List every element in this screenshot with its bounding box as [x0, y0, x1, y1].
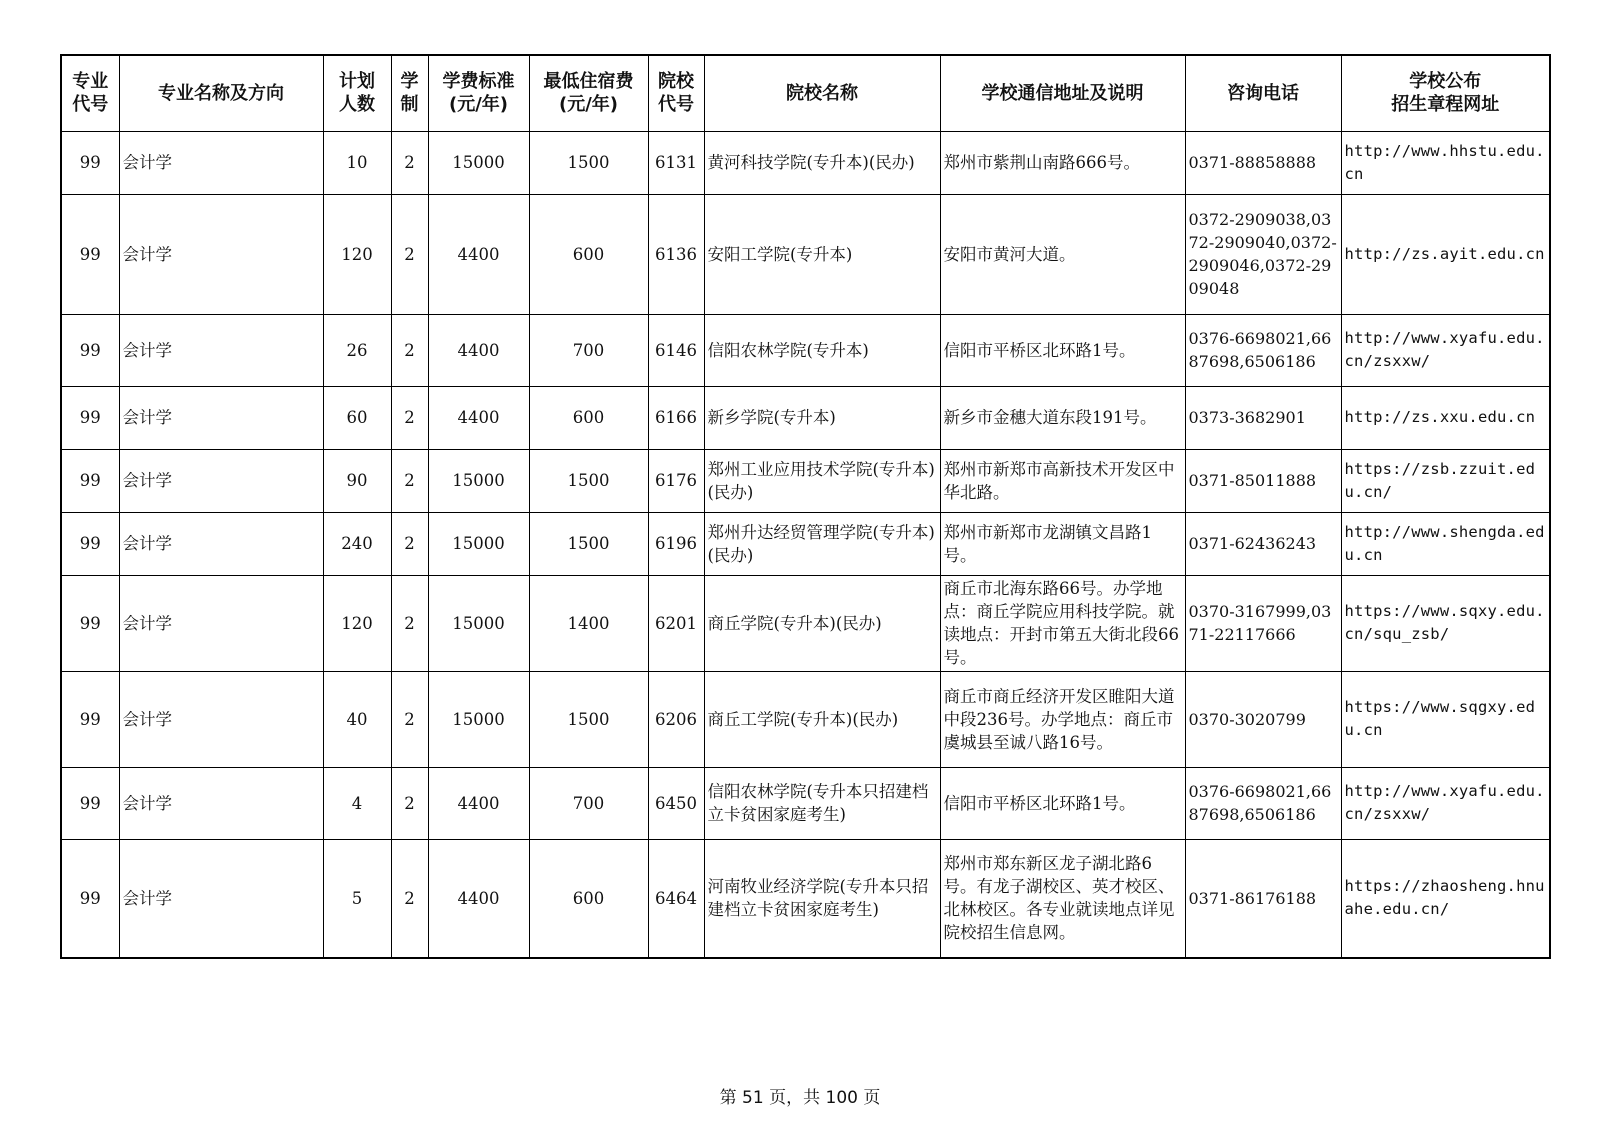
footer-prefix: 第: [719, 1088, 737, 1108]
header-school-name: 院校名称: [704, 55, 940, 131]
years-cell: 2: [391, 671, 428, 767]
address-cell: 郑州市新郑市龙湖镇文昌路1号。: [940, 512, 1185, 575]
lodging-fee-cell: 600: [529, 386, 648, 449]
tuition-cell: 15000: [428, 575, 529, 671]
years-cell: 2: [391, 449, 428, 512]
header-website: 学校公布 招生章程网址: [1341, 55, 1550, 131]
total-page-count: 100: [825, 1088, 858, 1108]
school-code-cell: 6176: [648, 449, 704, 512]
school-code-cell: 6450: [648, 767, 704, 839]
website-cell: http://www.xyafu.edu.cn/zsxxw/: [1341, 314, 1550, 386]
major-name-cell: 会计学: [119, 131, 323, 194]
lodging-fee-cell: 1500: [529, 449, 648, 512]
phone-cell: 0371-85011888: [1185, 449, 1341, 512]
address-cell: 新乡市金穗大道东段191号。: [940, 386, 1185, 449]
tuition-cell: 15000: [428, 449, 529, 512]
tuition-cell: 4400: [428, 314, 529, 386]
tuition-cell: 4400: [428, 386, 529, 449]
current-page-number: 51: [742, 1088, 764, 1108]
plan-count-cell: 240: [323, 512, 391, 575]
major-name-cell: 会计学: [119, 512, 323, 575]
major-code-cell: 99: [61, 512, 119, 575]
major-name-cell: 会计学: [119, 767, 323, 839]
header-row: [61, 55, 1550, 131]
footer-suffix: 页: [863, 1088, 881, 1108]
website-cell: https://www.sqgxy.edu.cn: [1341, 671, 1550, 767]
header-lodging-fee: 最低住宿费 (元/年): [529, 55, 648, 131]
tuition-cell: 4400: [428, 839, 529, 958]
plan-count-cell: 4: [323, 767, 391, 839]
school-code-cell: 6131: [648, 131, 704, 194]
phone-cell: 0372-2909038,0372-2909040,0372-2909046,0372-2909048: [1185, 194, 1341, 314]
table-row: [61, 386, 1550, 449]
header-address: 学校通信地址及说明: [940, 55, 1185, 131]
school-name-cell: 信阳农林学院(专升本): [704, 314, 940, 386]
school-name-cell: 黄河科技学院(专升本)(民办): [704, 131, 940, 194]
school-name-cell: 郑州工业应用技术学院(专升本)(民办): [704, 449, 940, 512]
table-row: [61, 194, 1550, 314]
table-row: [61, 512, 1550, 575]
school-name-cell: 新乡学院(专升本): [704, 386, 940, 449]
years-cell: 2: [391, 194, 428, 314]
plan-count-cell: 5: [323, 839, 391, 958]
major-name-cell: 会计学: [119, 194, 323, 314]
phone-cell: 0371-62436243: [1185, 512, 1341, 575]
website-cell: http://www.xyafu.edu.cn/zsxxw/: [1341, 767, 1550, 839]
plan-count-cell: 40: [323, 671, 391, 767]
plan-count-cell: 90: [323, 449, 391, 512]
school-code-cell: 6201: [648, 575, 704, 671]
major-name-cell: 会计学: [119, 314, 323, 386]
school-name-cell: 郑州升达经贸管理学院(专升本)(民办): [704, 512, 940, 575]
major-code-cell: 99: [61, 131, 119, 194]
school-name-cell: 商丘学院(专升本)(民办): [704, 575, 940, 671]
major-code-cell: 99: [61, 386, 119, 449]
table-row: [61, 671, 1550, 767]
phone-cell: 0370-3167999,0371-22117666: [1185, 575, 1341, 671]
website-cell: https://zhaosheng.hnuahe.edu.cn/: [1341, 839, 1550, 958]
header-phone: 咨询电话: [1185, 55, 1341, 131]
website-cell: http://zs.xxu.edu.cn: [1341, 386, 1550, 449]
lodging-fee-cell: 1500: [529, 131, 648, 194]
school-name-cell: 信阳农林学院(专升本只招建档立卡贫困家庭考生): [704, 767, 940, 839]
years-cell: 2: [391, 839, 428, 958]
school-code-cell: 6196: [648, 512, 704, 575]
enrollment-table: [60, 54, 1551, 959]
address-cell: 郑州市郑东新区龙子湖北路6号。有龙子湖校区、英才校区、北林校区。各专业就读地点详见院校招生信息网。: [940, 839, 1185, 958]
header-school-code: 院校 代号: [648, 55, 704, 131]
website-cell: http://www.hhstu.edu.cn: [1341, 131, 1550, 194]
years-cell: 2: [391, 131, 428, 194]
major-code-cell: 99: [61, 449, 119, 512]
address-cell: 商丘市北海东路66号。办学地点：商丘学院应用科技学院。就读地点：开封市第五大街北段66号。: [940, 575, 1185, 671]
header-years: 学 制: [391, 55, 428, 131]
school-code-cell: 6206: [648, 671, 704, 767]
phone-cell: 0371-86176188: [1185, 839, 1341, 958]
website-cell: https://zsb.zzuit.edu.cn/: [1341, 449, 1550, 512]
school-name-cell: 安阳工学院(专升本): [704, 194, 940, 314]
major-name-cell: 会计学: [119, 386, 323, 449]
tuition-cell: 4400: [428, 767, 529, 839]
header-major-name: 专业名称及方向: [119, 55, 323, 131]
lodging-fee-cell: 1400: [529, 575, 648, 671]
footer-middle: 页，共: [769, 1088, 821, 1108]
lodging-fee-cell: 700: [529, 314, 648, 386]
website-cell: http://www.shengda.edu.cn: [1341, 512, 1550, 575]
address-cell: 信阳市平桥区北环路1号。: [940, 314, 1185, 386]
lodging-fee-cell: 1500: [529, 512, 648, 575]
plan-count-cell: 120: [323, 194, 391, 314]
table-row: [61, 449, 1550, 512]
years-cell: 2: [391, 314, 428, 386]
address-cell: 信阳市平桥区北环路1号。: [940, 767, 1185, 839]
major-name-cell: 会计学: [119, 839, 323, 958]
phone-cell: 0370-3020799: [1185, 671, 1341, 767]
lodging-fee-cell: 600: [529, 839, 648, 958]
plan-count-cell: 26: [323, 314, 391, 386]
table-row: [61, 575, 1550, 671]
lodging-fee-cell: 700: [529, 767, 648, 839]
major-code-cell: 99: [61, 575, 119, 671]
major-code-cell: 99: [61, 194, 119, 314]
website-cell: https://www.sqxy.edu.cn/squ_zsb/: [1341, 575, 1550, 671]
school-name-cell: 商丘工学院(专升本)(民办): [704, 671, 940, 767]
phone-cell: 0376-6698021,6687698,6506186: [1185, 314, 1341, 386]
tuition-cell: 15000: [428, 131, 529, 194]
tuition-cell: 15000: [428, 671, 529, 767]
school-name-cell: 河南牧业经济学院(专升本只招建档立卡贫困家庭考生): [704, 839, 940, 958]
address-cell: 郑州市紫荆山南路666号。: [940, 131, 1185, 194]
plan-count-cell: 60: [323, 386, 391, 449]
header-major-code: 专业 代号: [61, 55, 119, 131]
school-code-cell: 6136: [648, 194, 704, 314]
address-cell: 商丘市商丘经济开发区睢阳大道中段236号。办学地点：商丘市虞城县至诚八路16号。: [940, 671, 1185, 767]
table-body: [61, 131, 1550, 958]
table-row: [61, 314, 1550, 386]
lodging-fee-cell: 600: [529, 194, 648, 314]
page-footer: [0, 1083, 1600, 1108]
plan-count-cell: 120: [323, 575, 391, 671]
school-code-cell: 6146: [648, 314, 704, 386]
major-code-cell: 99: [61, 314, 119, 386]
tuition-cell: 4400: [428, 194, 529, 314]
lodging-fee-cell: 1500: [529, 671, 648, 767]
phone-cell: 0373-3682901: [1185, 386, 1341, 449]
plan-count-cell: 10: [323, 131, 391, 194]
years-cell: 2: [391, 575, 428, 671]
phone-cell: 0371-88858888: [1185, 131, 1341, 194]
tuition-cell: 15000: [428, 512, 529, 575]
table-header: [61, 55, 1550, 131]
years-cell: 2: [391, 767, 428, 839]
phone-cell: 0376-6698021,6687698,6506186: [1185, 767, 1341, 839]
address-cell: 安阳市黄河大道。: [940, 194, 1185, 314]
address-cell: 郑州市新郑市高新技术开发区中华北路。: [940, 449, 1185, 512]
header-tuition: 学费标准 (元/年): [428, 55, 529, 131]
school-code-cell: 6464: [648, 839, 704, 958]
years-cell: 2: [391, 386, 428, 449]
major-name-cell: 会计学: [119, 449, 323, 512]
header-plan-count: 计划 人数: [323, 55, 391, 131]
years-cell: 2: [391, 512, 428, 575]
table-row: [61, 131, 1550, 194]
table-row: [61, 767, 1550, 839]
major-code-cell: 99: [61, 839, 119, 958]
major-name-cell: 会计学: [119, 575, 323, 671]
major-code-cell: 99: [61, 767, 119, 839]
website-cell: http://zs.ayit.edu.cn: [1341, 194, 1550, 314]
major-code-cell: 99: [61, 671, 119, 767]
table-row: [61, 839, 1550, 958]
school-code-cell: 6166: [648, 386, 704, 449]
major-name-cell: 会计学: [119, 671, 323, 767]
